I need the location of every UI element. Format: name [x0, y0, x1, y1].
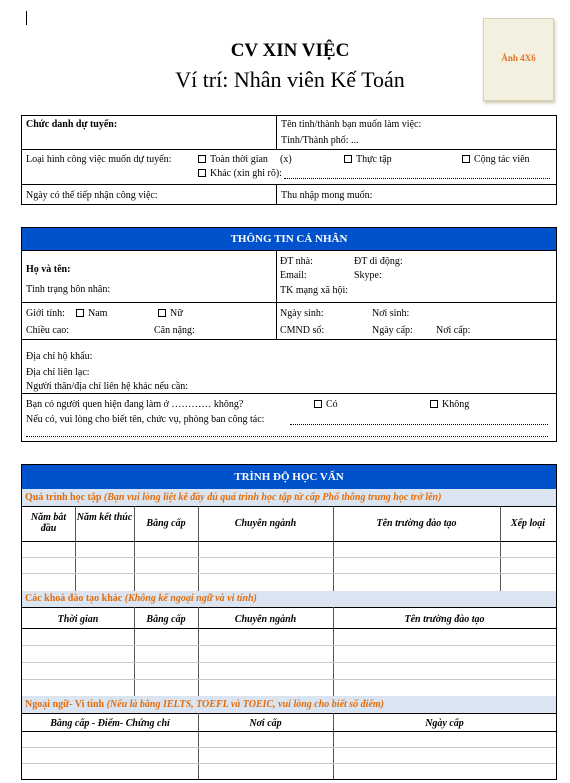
acquaintance-yes-option[interactable]: Có [314, 399, 338, 410]
fulltime-mark: (x) [280, 154, 292, 165]
col-school: Tên trường đào tạo [376, 518, 457, 529]
weight-field[interactable]: Cân nặng: [154, 325, 195, 336]
option-fulltime[interactable]: Toàn thời gian [198, 154, 268, 165]
checkbox-icon [314, 400, 322, 408]
col-course-major: Chuyên ngành [234, 614, 297, 625]
email-field[interactable]: Email: [280, 270, 307, 281]
relative-contact-field[interactable]: Người thân/địa chỉ liên hệ khác nếu cần: [26, 381, 189, 392]
education-process-header: Quá trình học tập (Bạn vui lòng liệt kê đầy đủ quá trình học tập từ cấp Phổ thông trung học trở lên) [22, 489, 556, 506]
height-field[interactable]: Chiều cao: [26, 325, 70, 336]
col-time: Thời gian [57, 614, 99, 625]
contact-address-field[interactable]: Địa chỉ liên lạc: [26, 367, 90, 378]
full-name-field[interactable]: Họ và tên: [26, 264, 71, 275]
checkbox-icon [158, 309, 166, 317]
col-end-year: Năm kết thúc [76, 512, 133, 523]
gender-label: Giới tính: [26, 308, 65, 319]
col-certificate: Bằng cấp - Điểm- Chứng chỉ [50, 718, 170, 729]
checkbox-icon [198, 155, 206, 163]
mobile-phone-field[interactable]: ĐT di động: [354, 256, 403, 267]
checkbox-icon [198, 169, 206, 177]
option-other[interactable]: Khác (xin ghi rõ): [198, 168, 282, 179]
education-box [21, 464, 557, 780]
province-field[interactable]: Tỉnh/Thành phố: ... [281, 135, 359, 146]
birth-date-field[interactable]: Ngày sinh: [280, 308, 324, 319]
other-dotted-line [284, 178, 550, 179]
province-label: Tên tỉnh/thành bạn muốn làm việc: [281, 119, 422, 130]
checkbox-icon [76, 309, 84, 317]
birth-place-field[interactable]: Nơi sinh: [372, 308, 410, 319]
photo-placeholder[interactable]: Ảnh 4X6 [483, 18, 554, 101]
col-course-degree: Bằng cấp [146, 614, 186, 625]
checkbox-icon [430, 400, 438, 408]
page-title: CV XIN VIỆC [230, 40, 350, 61]
job-title-field[interactable]: Chức danh dự tuyển: [26, 119, 118, 130]
marital-status-field[interactable]: Tình trạng hôn nhân: [26, 284, 111, 295]
start-date-field[interactable]: Ngày có thể tiếp nhận công việc: [26, 190, 158, 201]
detail-dotted-line-2 [26, 436, 548, 437]
id-number-field[interactable]: CMND số: [280, 325, 325, 336]
job-type-label: Loại hình công việc muốn dự tuyển: [26, 154, 172, 165]
option-intern[interactable]: Thực tập [344, 154, 392, 165]
text-cursor [26, 11, 27, 25]
col-major: Chuyên ngành [234, 518, 297, 529]
option-collaborator[interactable]: Cộng tác viên [462, 154, 530, 165]
gender-female-option[interactable]: Nữ [158, 308, 183, 319]
acquaintance-no-option[interactable]: Không [430, 399, 469, 410]
col-grade: Xếp loại [510, 518, 546, 529]
col-issue-date: Ngày cấp [425, 718, 464, 729]
permanent-address-field[interactable]: Địa chỉ hộ khẩu: [26, 351, 93, 362]
checkbox-icon [462, 155, 470, 163]
col-degree: Bằng cấp [146, 518, 186, 529]
social-account-field[interactable]: TK mạng xã hội: [280, 285, 349, 296]
gender-male-option[interactable]: Nam [76, 308, 107, 319]
acquaintance-detail-label: Nếu có, vui lòng cho biết tên, chức vụ, phòng ban công tác: [26, 414, 265, 425]
expected-income-field[interactable]: Thu nhập mong muốn: [281, 190, 373, 201]
home-phone-field[interactable]: ĐT nhà: [280, 256, 313, 267]
personal-info-box [21, 227, 557, 442]
position-title: Ví trí: Nhân viên Kế Toán [175, 67, 405, 92]
other-courses-header: Các khoá đào tạo khác (Không kể ngoại ngữ và vi tính) [22, 591, 556, 607]
language-it-header: Ngoại ngữ- Vi tính (Nếu là bằng IELTS, TOEFL và TOEIC, vui lòng cho biết số điểm) [22, 696, 556, 713]
col-course-school: Tên trường đào tạo [404, 614, 485, 625]
detail-dotted-line [290, 424, 548, 425]
job-info-box [21, 115, 557, 205]
id-issue-date-field[interactable]: Ngày cấp: [372, 325, 413, 336]
education-heading: TRÌNH ĐỘ HỌC VẤN [22, 465, 556, 489]
col-issue-place: Nơi cấp [249, 718, 282, 729]
id-issue-place-field[interactable]: Nơi cấp: [436, 325, 471, 336]
checkbox-icon [344, 155, 352, 163]
personal-heading: THÔNG TIN CÁ NHÂN [22, 228, 556, 250]
acquaintance-question: Bạn có người quen hiện đang làm ở ………… không? [26, 399, 244, 410]
col-start-year: Năm bắt đầu [30, 512, 67, 534]
skype-field[interactable]: Skype: [354, 270, 382, 281]
